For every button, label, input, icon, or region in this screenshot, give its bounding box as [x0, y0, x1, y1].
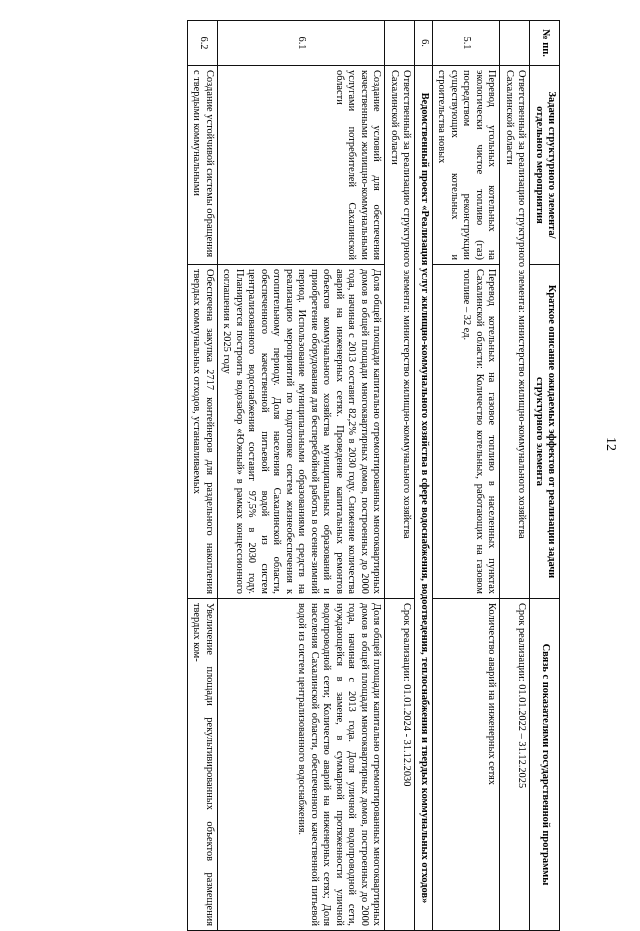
empty-cell — [385, 21, 415, 66]
row-number: 6.2 — [187, 21, 217, 66]
period-cell: Срок реализации: 01.01.2022 – 31.12.2025 — [500, 599, 530, 931]
table-row — [432, 21, 499, 931]
table-row — [500, 21, 530, 931]
task-cell: Создание устойчивой системы обращения с твердыми коммунальными — [187, 66, 217, 265]
empty-cell — [500, 21, 530, 66]
table-header-row — [530, 21, 560, 931]
table-row — [385, 21, 415, 931]
table-row — [187, 21, 217, 931]
header-link: Связь с показателями государственной программы — [530, 599, 560, 931]
responsible-cell: Ответственный за реализацию структурного элемента: министерство жилищно-коммунального хозяйства Сахалинской области — [500, 66, 530, 599]
link-cell: Количество аварий на инженерных сетях — [432, 599, 499, 931]
period-cell: Срок реализации: 01.01.2024 - 31.12.2030 — [385, 599, 415, 931]
header-no: № пп. — [530, 21, 560, 66]
link-cell: Доля общей площади капитально отремонтированных многоквартирных домов в общей площади многоквартирных домов, построенных до 2000 года, начиная с 2013 года. Доля уличной водопроводной сети, нуждающейся в замене, в суммарной протяженности уличной водопроводной сети; Количество аварий на инженерных сетях; Доля населения Сахалинской области, обеспеченного качественной питьевой водой из систем централизованного водоснабжения. — [217, 599, 384, 931]
task-cell: Создание условий для обеспечения качественными жилищно-коммунальными услугами потребителей Сахалинской области — [217, 66, 384, 265]
table-row — [217, 21, 384, 931]
desc-cell: Доля общей площади капитально отремонтированных многоквартирных домов в общей площади многоквартирных домов, построенных до 2000 года, начиная с 2013 составит 82,2% в 2030 году. Снижение количества аварий на инженерных сетях. Проведение капитальных ремонтов объектов коммунального хозяйства муниципальных образований и приобретение оборудования для бесперебойной работы в осенне-зимний период. Использование муниципальными образованиями средств на реализацию мероприятий по подготовке систем жизнеобеспечения к отопительному периоду. Доля населения Сахалинской области, обеспеченного качественной питьевой водой из систем централизованного водоснабжения составит 97,5% в 2030 году. Планируется построить водозабор «Южный» в рамках концессионного соглашения к 2025 году — [217, 265, 384, 599]
page-number: 12 — [603, 437, 618, 451]
row-number: 6.1 — [217, 21, 384, 66]
header-task: Задачи структурного элемента/ отдельного мероприятия — [530, 66, 560, 265]
desc-cell: Перевод котельных на газовое топливо в населенных пунктах Сахалинской области: Количество котельных, работающих на газовом топливе – 32 ед. — [432, 265, 499, 599]
header-desc: Краткое описание ожидаемых эффектов от реализации задачи структурного элемента — [530, 265, 560, 599]
section-title: Ведомственный проект «Реализация услуг жилищно-коммунального хозяйства в сфере водоснабжения, водоотведения, теплоснабжения и твердых коммунальных отходов» — [415, 66, 432, 931]
task-cell: Перевод угольных котельных на экологически чистое топливо (газ) посредством реконструкции существующих котельных и строительства новых — [432, 66, 499, 265]
responsible-cell: Ответственный за реализацию структурного элемента: министерство жилищно-коммунального хозяйства Сахалинской области — [385, 66, 415, 599]
row-number: 6. — [415, 21, 432, 66]
link-cell: Увеличение площади рекультивированных объектов размещения твердых ком- — [187, 599, 217, 931]
desc-cell: Обеспечена закупка 2717 контейнеров для раздельного накопления твердых коммунальных отходов, устанавливаемых — [187, 265, 217, 599]
rotated-page — [60, 0, 580, 926]
row-number: 5.1 — [432, 21, 499, 66]
document-table — [187, 20, 560, 931]
table-row — [415, 21, 432, 931]
